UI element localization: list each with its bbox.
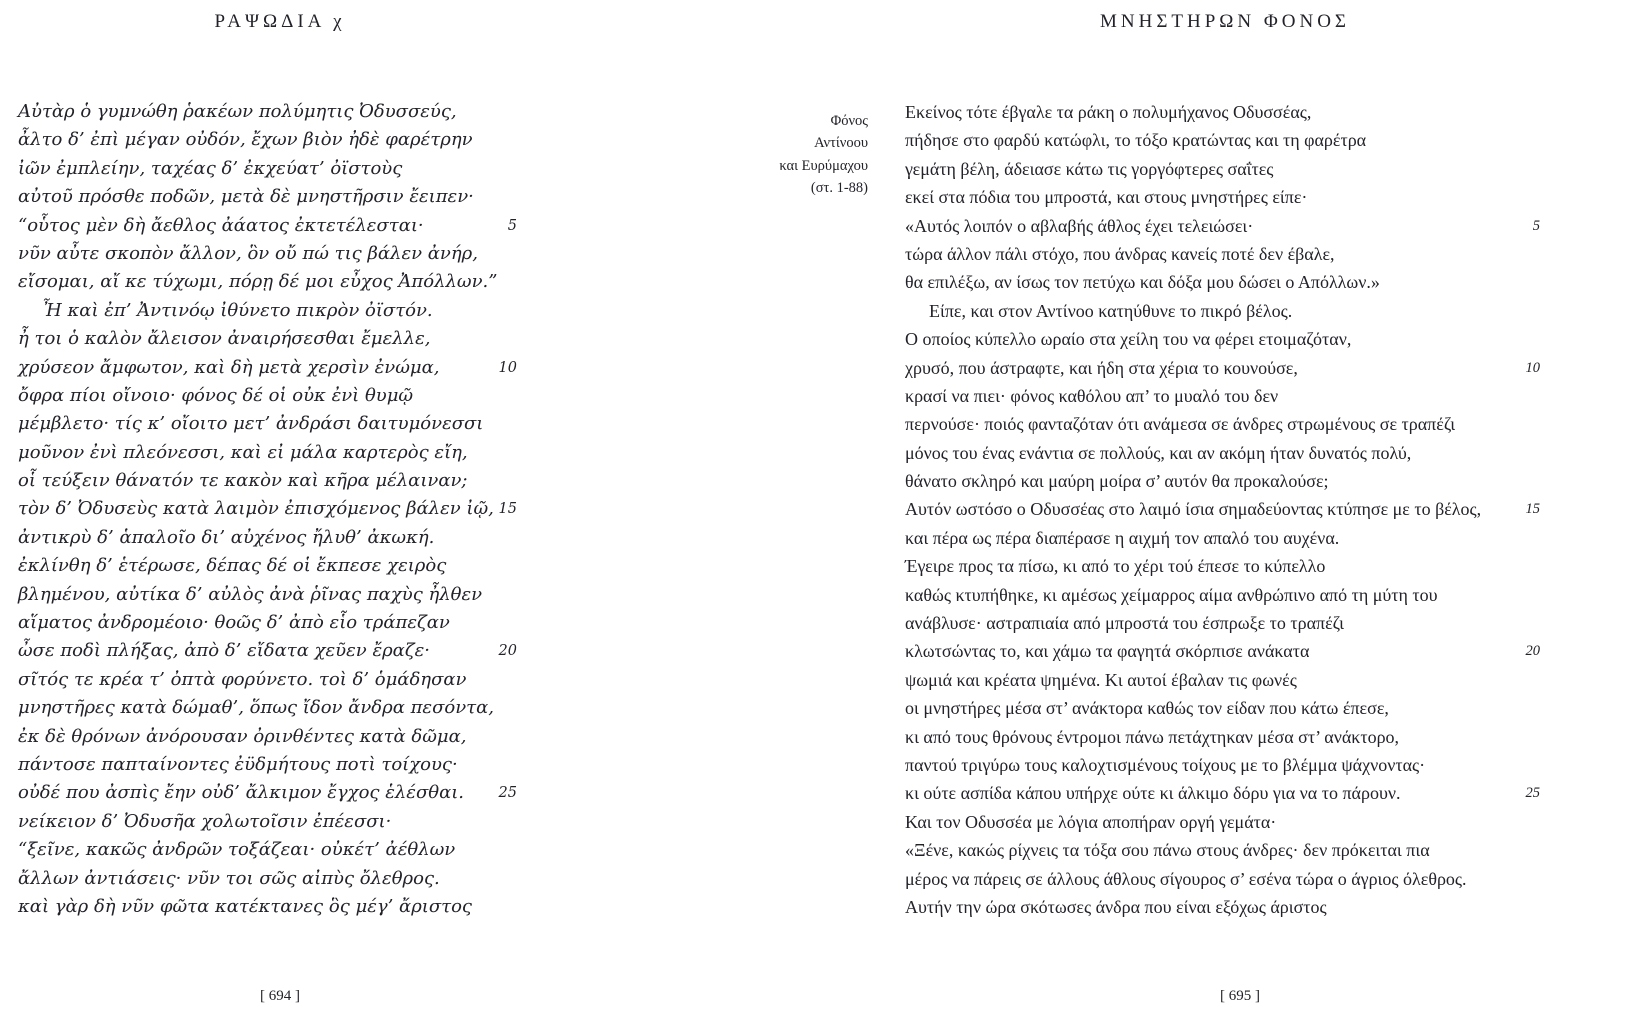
- verse-line: [18, 495, 638, 523]
- verse-line: [18, 836, 638, 864]
- verse-line: [905, 467, 1605, 495]
- verse-line: [905, 410, 1605, 438]
- verse-text: ἄλλων ἀντιάσεις· νῦν τοι σῶς αἰπὺς ὄλεθρος.: [18, 867, 440, 889]
- verse-text: νείκειον δ’ Ὀδυσῆα χολωτοῖσιν ἐπέεσσι·: [18, 810, 392, 832]
- verse-line: [18, 155, 638, 183]
- verse-text: Έγειρε προς τα πίσω, κι από το χέρι τού έπεσε το κύπελλο: [905, 556, 1326, 577]
- verse-text: ἀντικρὺ δ’ ἁπαλοῖο δι’ αὐχένος ἤλυθ’ ἀκωκή.: [18, 526, 435, 548]
- verse-line: [905, 751, 1605, 779]
- verse-text: γεμάτη βέλη, άδειασε κάτω τις γοργόφτερες σαΐτες: [905, 158, 1274, 179]
- verse-line-number: 20: [498, 643, 517, 660]
- verse-text: Αυτήν την ώρα σκότωσες άνδρα που είναι εξόχως άριστος: [905, 896, 1327, 917]
- verse-text: μνηστῆρες κατὰ δώμαθ’, ὅπως ἴδον ἄνδρα πεσόντα,: [18, 697, 494, 719]
- verse-text: χρυσό, που άστραφτε, και ήδη στα χέρια το κουνούσε,: [905, 357, 1298, 378]
- verse-text: ἦ τοι ὁ καλὸν ἄλεισον ἀναιρήσεσθαι ἔμελλε,: [18, 328, 431, 350]
- verse-line: [905, 325, 1605, 353]
- verse-line: [18, 467, 638, 495]
- verse-text: εἴσομαι, αἴ κε τύχωμι, πόρῃ δέ μοι εὖχος Ἀπόλλων.”: [18, 271, 498, 293]
- verse-line: [905, 865, 1605, 893]
- verse-line-number: 25: [1525, 785, 1540, 802]
- verse-line-number: 15: [1525, 501, 1540, 518]
- margin-note-line: Αντίνοου: [814, 135, 868, 152]
- verse-line: [905, 666, 1605, 694]
- margin-note-line: και Ευρύμαχου: [779, 157, 868, 174]
- verse-line: [905, 723, 1605, 751]
- verse-line: [18, 126, 638, 154]
- verse-line-number: 5: [1532, 217, 1540, 234]
- margin-note-line: Φόνος: [830, 113, 868, 129]
- verse-text: ἐκ δὲ θρόνων ἀνόρουσαν ὀρινθέντες κατὰ δῶμα,: [18, 725, 467, 747]
- verse-text: «Ξένε, κακώς ρίχνεις τα τόξα σου πάνω στους άνδρες· δεν πρόκειται πια: [905, 840, 1430, 861]
- verse-line: [18, 382, 638, 410]
- verse-line: [18, 410, 638, 438]
- verse-text: μέμβλετο· τίς κ’ οἴοιτο μετ’ ἀνδράσι δαιτυμόνεσσι: [18, 413, 484, 435]
- verse-line: [18, 212, 638, 240]
- verse-line: [18, 552, 638, 580]
- verse-text: θα επιλέξω, αν ίσως τον πετύχω και δόξα μου δώσει ο Απόλλων.»: [905, 272, 1380, 293]
- verse-line: [18, 581, 638, 609]
- running-head-left: ΡΑΨΩΔΙΑ χ: [214, 11, 346, 32]
- verse-line-number: 5: [507, 217, 517, 234]
- verse-text: Αυτόν ωστόσο ο Οδυσσέας στο λαιμό ίσια σημαδεύοντας κτύπησε με το βέλος,: [905, 499, 1482, 520]
- verse-text: ὦσε ποδὶ πλήξας, ἀπὸ δ’ εἴδατα χεῦεν ἔραζε·: [18, 640, 430, 662]
- verse-line: [18, 325, 638, 353]
- verse-text: καὶ γὰρ δὴ νῦν φῶτα κατέκτανες ὃς μέγ’ ἄριστος: [18, 895, 473, 917]
- verse-line: [905, 98, 1605, 126]
- verse-line: [18, 694, 638, 722]
- verse-text: κλωτσώντας το, και χάμω τα φαγητά σκόρπισε ανάκατα: [905, 641, 1310, 662]
- verse-line: [905, 240, 1605, 268]
- verse-line-number: 15: [498, 501, 517, 518]
- verse-text: “ξεῖνε, κακῶς ἀνδρῶν τοξάζεαι· οὐκέτ’ ἀέθλων: [18, 839, 456, 861]
- running-head-right: ΜΝΗΣΤΗΡΩΝ ΦΟΝΟΣ: [1100, 11, 1350, 32]
- verse-line: [905, 268, 1605, 296]
- verse-text: παντού τριγύρω τους καλοχτισμένους τοίχους με το βλέμμα ψάχνοντας·: [905, 754, 1426, 775]
- verse-text: ανάβλυσε· αστραπιαία από μπροστά του έσπρωξε το τραπέζι: [905, 613, 1344, 634]
- verse-line: [905, 126, 1605, 154]
- verse-line: [905, 382, 1605, 410]
- verse-line: [905, 836, 1605, 864]
- verse-text: αἵματος ἀνδρομέοιο· θοῶς δ’ ἀπὸ εἷο τράπεζαν: [18, 612, 450, 634]
- verse-text: νῦν αὖτε σκοπὸν ἄλλον, ὃν οὔ πώ τις βάλεν ἀνήρ,: [18, 242, 478, 264]
- page-number-right: [ 695 ]: [1220, 988, 1260, 1004]
- verse-text: ψωμιά και κρέατα ψημένα. Κι αυτοί έβαλαν τις φωνές: [905, 669, 1297, 690]
- verse-text: σῖτός τε κρέα τ’ ὀπτὰ φορύνετο. τοὶ δ’ ὁμάδησαν: [18, 668, 467, 690]
- verse-text: περνούσε· ποιός φανταζόταν ότι ανάμεσα σε άνδρες στρωμένους σε τραπέζι: [905, 414, 1456, 435]
- verse-block-ancient-greek: [18, 98, 638, 921]
- verse-line: [905, 439, 1605, 467]
- verse-text: “οὗτος μὲν δὴ ἄεθλος ἀάατος ἐκτετέλεσται·: [18, 214, 424, 236]
- page-number-left: [ 694 ]: [260, 988, 300, 1004]
- verse-line: [905, 354, 1605, 382]
- verse-line-number: 25: [498, 785, 517, 802]
- verse-line: [18, 637, 638, 665]
- verse-text: ἆλτο δ’ ἐπὶ μέγαν οὐδόν, ἔχων βιὸν ἠδὲ φαρέτρην: [18, 129, 473, 151]
- verse-line: [18, 524, 638, 552]
- verse-text: τὸν δ’ Ὀδυσεὺς κατὰ λαιμὸν ἐπισχόμενος βάλεν ἰῷ,: [18, 498, 494, 520]
- verse-text: τώρα άλλον πάλι στόχο, που άνδρας κανείς ποτέ δεν έβαλε,: [905, 243, 1335, 264]
- verse-text: καθώς κτυπήθηκε, κι αμέσως χείμαρρος αίμα ανθρώπινο από τη μύτη του: [905, 584, 1438, 605]
- verse-text: Αὐτὰρ ὁ γυμνώθη ῥακέων πολύμητις Ὀδυσσεύς,: [18, 101, 457, 122]
- verse-line: [18, 865, 638, 893]
- verse-line: [905, 495, 1605, 523]
- verse-line-number: 10: [498, 359, 517, 376]
- verse-text: αὐτοῦ πρόσθε ποδῶν, μετὰ δὲ μνηστῆρσιν ἔειπεν·: [18, 186, 474, 208]
- verse-block-modern-greek: [905, 98, 1605, 921]
- verse-text: Είπε, και στον Αντίνοο κατηύθυνε το πικρό βέλος.: [929, 300, 1293, 321]
- verse-line-number: 10: [1525, 359, 1540, 376]
- verse-line: [905, 581, 1605, 609]
- verse-line: [905, 637, 1605, 665]
- verse-text: βλημένου, αὐτίκα δ’ αὐλὸς ἀνὰ ῥῖνας παχὺς ἦλθεν: [18, 583, 483, 605]
- verse-text: οι μνηστήρες μέσα στ’ ανάκτορα καθώς τον είδαν που κάτω έπεσε,: [905, 698, 1389, 719]
- verse-line: [905, 155, 1605, 183]
- verse-text: «Αυτός λοιπόν ο αβλαβής άθλος έχει τελειώσει·: [905, 215, 1254, 236]
- margin-note: [628, 110, 868, 200]
- verse-text: πάντοσε παπταίνοντες ἐϋδμήτους ποτὶ τοίχους·: [18, 753, 458, 775]
- verse-text: κρασί να πιει· φόνος καθόλου απ’ το μυαλό του δεν: [905, 385, 1279, 406]
- verse-line: [18, 779, 638, 807]
- verse-line: [18, 609, 638, 637]
- verse-line: [905, 808, 1605, 836]
- verse-line: [18, 808, 638, 836]
- verse-text: Εκείνος τότε έβγαλε τα ράκη ο πολυμήχανος Οδυσσέας,: [905, 102, 1312, 122]
- verse-text: κι από τους θρόνους έντρομοι πάνω πετάχτηκαν μέσα στ’ ανάκτορο,: [905, 726, 1400, 747]
- verse-text: ἐκλίνθη δ’ ἑτέρωσε, δέπας δέ οἱ ἔκπεσε χειρὸς: [18, 555, 447, 577]
- verse-text: κι ούτε ασπίδα κάπου υπήρχε ούτε κι άλκιμο δόρυ για να το πάρουν.: [905, 783, 1401, 804]
- verse-line: [18, 297, 638, 325]
- verse-text: και πέρα ως πέρα διαπέρασε η αιχμή τον απαλό του αυχένα.: [905, 527, 1340, 548]
- verse-line: [905, 524, 1605, 552]
- verse-line: [905, 779, 1605, 807]
- verse-line: [905, 212, 1605, 240]
- verse-line: [18, 354, 638, 382]
- verse-text: οὐδέ που ἀσπὶς ἔην οὐδ’ ἄλκιμον ἔγχος ἑλέσθαι.: [18, 782, 465, 804]
- verse-line: [18, 751, 638, 779]
- verse-line: [18, 183, 638, 211]
- verse-line: [18, 439, 638, 467]
- verse-text: ἰῶν ἐμπλείην, ταχέας δ’ ἐκχεύατ’ ὀϊστοὺς: [18, 157, 403, 179]
- verse-text: μέρος να πάρεις σε άλλους άθλους σίγουρος σ’ εσένα τώρα ο άγριος όλεθρος.: [905, 868, 1467, 889]
- verse-text: μόνος του ένας ενάντια σε πολλούς, και αν ακόμη ήταν δυνατός πολύ,: [905, 442, 1412, 463]
- verse-text: εκεί στα πόδια του μπροστά, και στους μνηστήρες είπε·: [905, 187, 1308, 208]
- verse-line: [18, 666, 638, 694]
- verse-text: μοῦνον ἐνὶ πλεόνεσσι, καὶ εἰ μάλα καρτερὸς εἴη,: [18, 441, 468, 463]
- verse-text: Και τον Οδυσσέα με λόγια αποπήραν οργή γεμάτα·: [905, 811, 1277, 832]
- verse-line: [905, 694, 1605, 722]
- verse-line: [18, 240, 638, 268]
- verse-line: [905, 609, 1605, 637]
- margin-note-line: (στ. 1-88): [810, 180, 868, 197]
- verse-text: Ο οποίος κύπελλο ωραίο στα χείλη του να φέρει ετοιμαζόταν,: [905, 329, 1352, 350]
- verse-text: Ἦ καὶ ἐπ’ Ἀντινόῳ ἰθύνετο πικρὸν ὀϊστόν.: [42, 299, 433, 321]
- verse-text: θάνατο σκληρό και μαύρη μοίρα σ’ αυτόν θα προκαλούσε;: [905, 471, 1329, 492]
- verse-text: ὄφρα πίοι οἴνοιο· φόνος δέ οἱ οὐκ ἐνὶ θυμῷ: [18, 384, 414, 406]
- verse-line: [18, 893, 638, 921]
- verse-text: χρύσεον ἄμφωτον, καὶ δὴ μετὰ χερσὶν ἐνώμα,: [18, 356, 440, 378]
- verse-line: [905, 893, 1605, 921]
- verse-line: [18, 268, 638, 296]
- verse-line: [18, 723, 638, 751]
- verse-line: [18, 98, 638, 126]
- verse-line-number: 20: [1525, 643, 1540, 660]
- verse-text: οἷ τεύξειν θάνατόν τε κακὸν καὶ κῆρα μέλαιναν;: [18, 470, 468, 492]
- verse-line: [905, 552, 1605, 580]
- verse-line: [905, 183, 1605, 211]
- verse-line: [905, 297, 1605, 325]
- verse-text: πήδησε στο φαρδύ κατώφλι, το τόξο κρατώντας και τη φαρέτρα: [905, 130, 1367, 151]
